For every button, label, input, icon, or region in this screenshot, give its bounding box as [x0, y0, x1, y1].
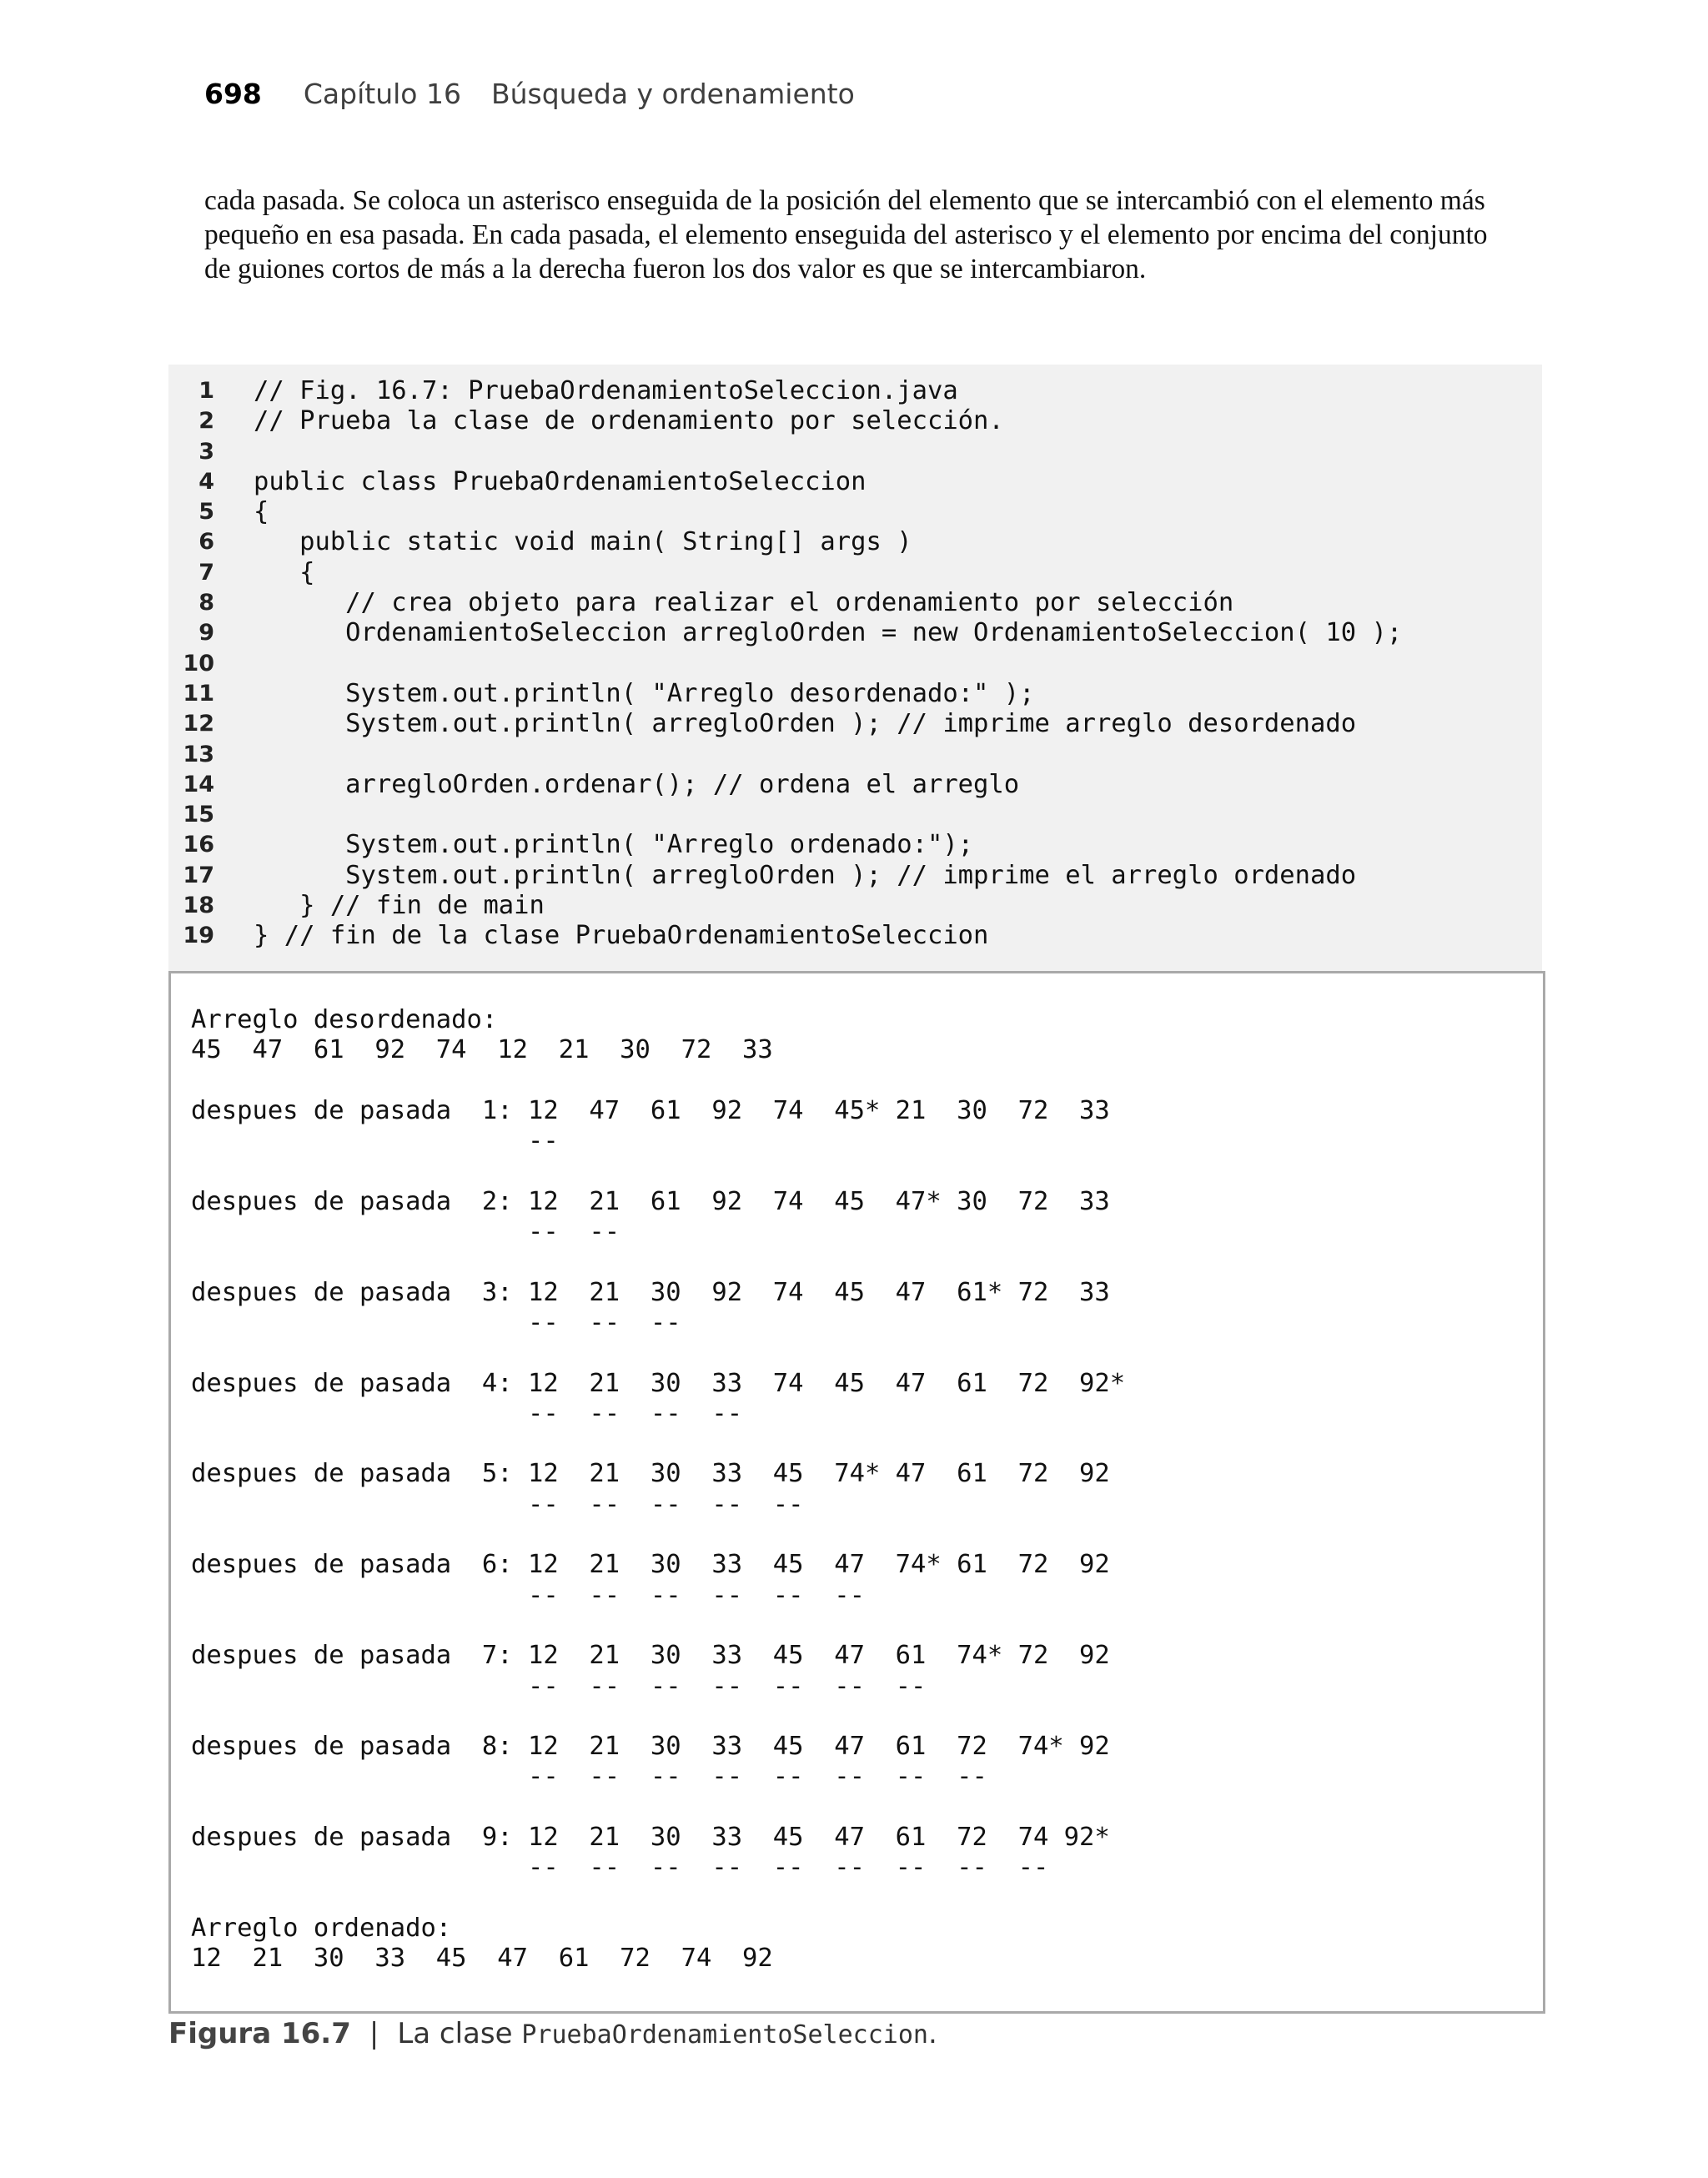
code-line [168, 497, 1542, 527]
code-text: // crea objeto para realizar el ordenamiento por selección [254, 588, 1234, 618]
code-text: arregloOrden.ordenar(); // ordena el arreglo [254, 769, 1020, 799]
caption-text: La clase [397, 2017, 522, 2050]
code-text: { [254, 557, 315, 587]
output-line [191, 1066, 1125, 1096]
line-number: 6 [198, 529, 214, 556]
output-line: despues de pasada 6: 12 21 30 33 45 47 74* 61 72 92 [191, 1550, 1110, 1580]
code-line [168, 558, 1542, 588]
output-line: Arreglo ordenado: [191, 1913, 452, 1943]
code-line [168, 527, 1542, 557]
code-line [168, 588, 1542, 618]
line-number: 18 [183, 893, 214, 919]
line-number: 13 [183, 741, 214, 767]
code-text: public static void main( String[] args ) [254, 527, 912, 557]
output-line: -- -- -- -- -- -- -- -- [191, 1762, 987, 1792]
caption-separator: | [369, 2017, 379, 2050]
line-number: 7 [198, 559, 214, 586]
code-line [168, 861, 1542, 891]
line-number: 9 [198, 620, 214, 646]
output-line: despues de pasada 9: 12 21 30 33 45 47 61 72 74 92* [191, 1823, 1110, 1853]
output-line [191, 1884, 1125, 1914]
output-line [191, 1429, 1125, 1459]
code-line [168, 679, 1542, 709]
code-text: { [254, 497, 269, 527]
line-number: 11 [183, 680, 214, 707]
output-line: despues de pasada 4: 12 21 30 33 74 45 47 61 72 92* [191, 1368, 1126, 1398]
code-line [168, 709, 1542, 739]
code-lines [168, 376, 1542, 952]
line-number: 8 [198, 590, 214, 616]
output-lines [191, 1005, 1125, 1974]
code-text: public class PruebaOrdenamientoSeleccion [254, 466, 867, 496]
code-line [168, 770, 1542, 800]
code-line [168, 649, 1542, 679]
output-line: -- -- [191, 1217, 620, 1247]
code-line [168, 406, 1542, 436]
intro-line: cada pasada. Se coloca un asterisco enseguida de la posición del elemento que se intercambió con el elemento más [204, 185, 1485, 216]
output-line [191, 1793, 1125, 1823]
code-line [168, 800, 1542, 830]
output-line [191, 1156, 1125, 1186]
chapter-title: Búsqueda y ordenamiento [490, 78, 855, 110]
line-number: 3 [198, 438, 214, 465]
line-number: 15 [183, 802, 214, 828]
output-line: despues de pasada 3: 12 21 30 92 74 45 47 61* 72 33 [191, 1277, 1110, 1307]
code-text: System.out.println( arregloOrden ); // imprime el arreglo ordenado [254, 860, 1357, 890]
intro-paragraph [204, 184, 1522, 286]
code-text: System.out.println( arregloOrden ); // imprime arreglo desordenado [254, 709, 1357, 739]
output-line: -- -- -- -- -- -- [191, 1580, 865, 1610]
code-line [168, 891, 1542, 921]
line-number: 14 [183, 771, 214, 797]
output-line [191, 1520, 1125, 1550]
code-line [168, 830, 1542, 860]
output-line: -- -- -- -- -- -- -- -- -- [191, 1853, 1049, 1883]
output-line [191, 1247, 1125, 1277]
code-line [168, 437, 1542, 467]
output-line: despues de pasada 5: 12 21 30 33 45 74* 47 61 72 92 [191, 1459, 1110, 1489]
code-text: System.out.println( "Arreglo ordenado:"); [254, 830, 974, 860]
output-line [191, 1338, 1125, 1368]
code-text: OrdenamientoSeleccion arregloOrden = new OrdenamientoSeleccion( 10 ); [254, 618, 1403, 648]
line-number: 10 [183, 650, 214, 677]
code-text: } // fin de main [254, 891, 545, 921]
output-line: -- -- -- -- -- [191, 1489, 804, 1519]
code-listing [168, 365, 1542, 972]
output-line: despues de pasada 2: 12 21 61 92 74 45 47* 30 72 33 [191, 1186, 1110, 1216]
output-line: Arreglo desordenado: [191, 1005, 498, 1034]
caption-period: . [928, 2017, 937, 2050]
output-line: despues de pasada 8: 12 21 30 33 45 47 61 72 74* 92 [191, 1732, 1110, 1762]
line-number: 16 [183, 832, 214, 858]
output-line: -- [191, 1126, 559, 1156]
output-line: despues de pasada 7: 12 21 30 33 45 47 61 74* 72 92 [191, 1641, 1110, 1671]
code-line [168, 376, 1542, 406]
figure-caption [168, 2017, 937, 2067]
line-number: 5 [198, 499, 214, 526]
code-line [168, 467, 1542, 497]
line-number: 19 [183, 923, 214, 949]
page-number: 698 [204, 78, 262, 110]
output-line [191, 1611, 1125, 1641]
output-line: -- -- -- -- [191, 1398, 743, 1428]
output-line [191, 1702, 1125, 1732]
output-line: 45 47 61 92 74 12 21 30 72 33 [191, 1035, 773, 1065]
caption-class-name: PruebaOrdenamientoSeleccion [521, 2020, 928, 2050]
code-text: } // fin de la clase PruebaOrdenamientoSeleccion [254, 921, 989, 951]
code-text: // Prueba la clase de ordenamiento por selección. [254, 406, 1004, 436]
chapter-label: Capítulo 16 [303, 78, 461, 110]
running-header [204, 78, 855, 128]
line-number: 2 [198, 408, 214, 435]
output-line: 12 21 30 33 45 47 61 72 74 92 [191, 1944, 773, 1974]
line-number: 17 [183, 862, 214, 888]
code-text: System.out.println( "Arreglo desordenado:" ); [254, 678, 1035, 708]
output-line: -- -- -- [191, 1307, 681, 1337]
output-line: despues de pasada 1: 12 47 61 92 74 45* 21 30 72 33 [191, 1095, 1110, 1125]
code-line [168, 740, 1542, 770]
figure-number: Figura 16.7 [168, 2017, 351, 2050]
code-line [168, 921, 1542, 951]
code-line [168, 618, 1542, 648]
line-number: 1 [198, 378, 214, 404]
output-line: -- -- -- -- -- -- -- [191, 1671, 927, 1701]
line-number: 4 [198, 468, 214, 495]
line-number: 12 [183, 711, 214, 737]
intro-line: de guiones cortos de más a la derecha fueron los dos valor es que se intercambiaron. [204, 254, 1147, 284]
intro-line: pequeño en esa pasada. En cada pasada, el elemento enseguida del asterisco y el elemento por encima del conjunto [204, 219, 1488, 250]
code-text: // Fig. 16.7: PruebaOrdenamientoSeleccion.java [254, 376, 958, 405]
program-output [168, 971, 1545, 2014]
